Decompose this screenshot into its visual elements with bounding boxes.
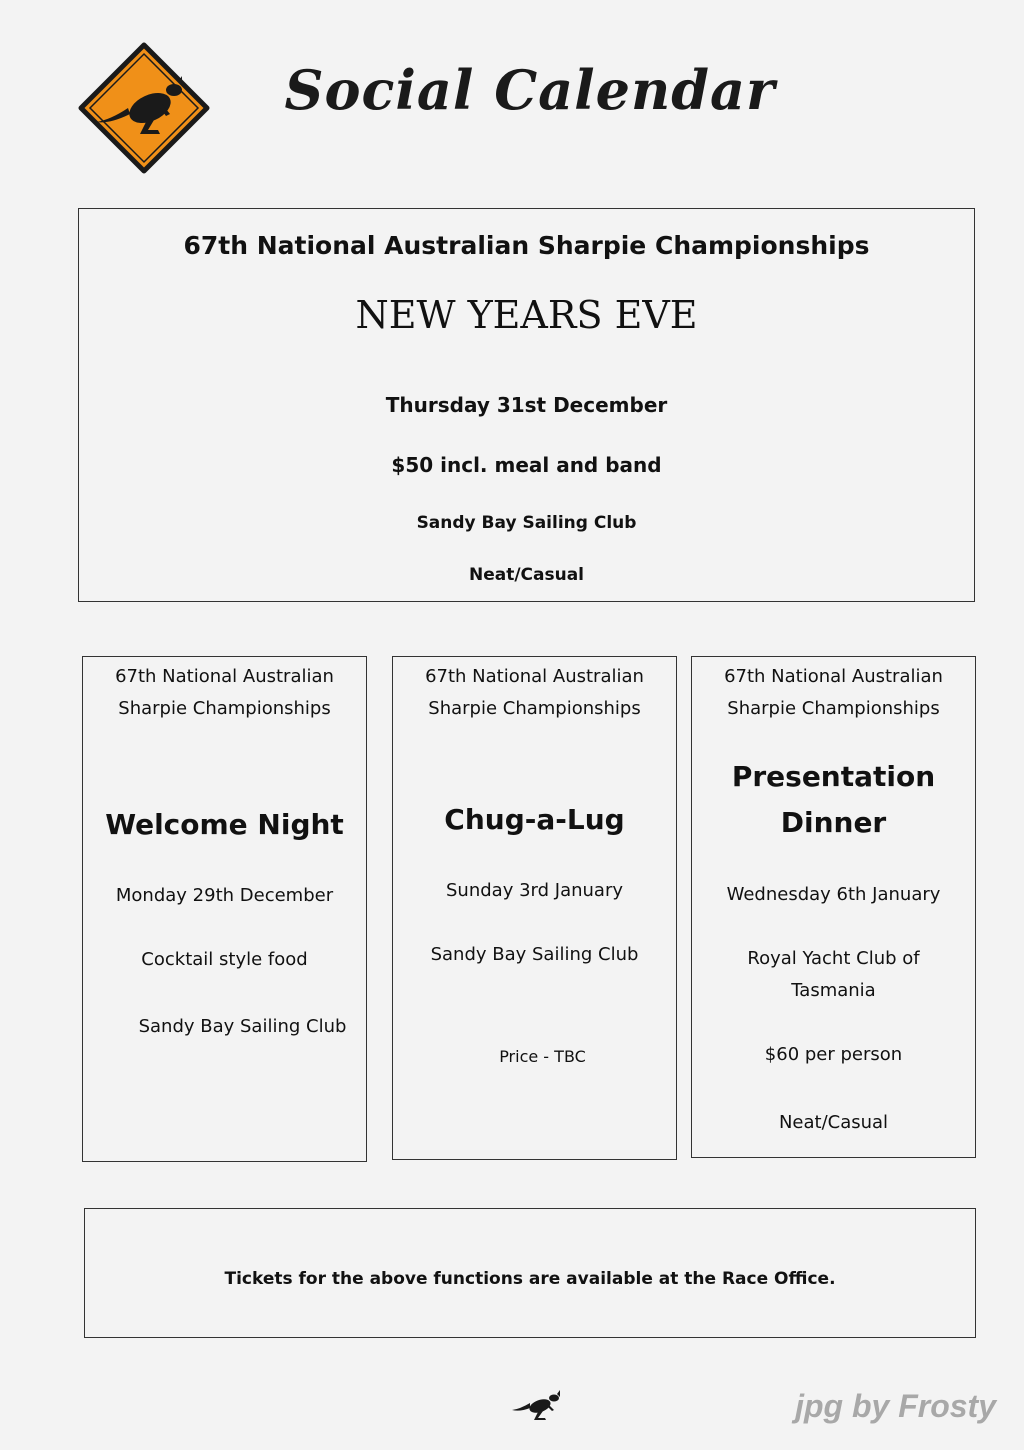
event-date: Sunday 3rd January: [446, 880, 623, 901]
chug-a-lug-panel: [392, 656, 677, 1160]
championship-heading: Sharpie Championships: [727, 698, 940, 719]
dress-code: Neat/Casual: [778, 1112, 889, 1133]
event-venue: Sandy Bay Sailing Club: [416, 513, 637, 533]
kangaroo-warning-sign-icon: [78, 42, 210, 174]
kangaroo-icon: [510, 1388, 568, 1424]
championship-heading: 67th National Australian: [425, 666, 644, 687]
welcome-night-panel: [82, 656, 367, 1162]
event-title: Presentation: [731, 760, 936, 793]
championship-heading: 67th National Australian: [724, 666, 943, 687]
event-date: Wednesday 6th January: [726, 884, 941, 905]
event-title: Welcome Night: [105, 808, 344, 841]
championship-heading: 67th National Australian Sharpie Championships: [183, 231, 870, 260]
presentation-dinner-panel: [691, 656, 976, 1158]
photo-credit: jpg by Frosty: [795, 1388, 996, 1424]
page-title: Social Calendar: [284, 58, 776, 122]
dress-code: Neat/Casual: [468, 565, 585, 585]
event-venue: Tasmania: [791, 980, 876, 1001]
event-title: NEW YEARS EVE: [355, 293, 698, 337]
championship-heading: 67th National Australian: [115, 666, 334, 687]
event-price: $60 per person: [764, 1044, 903, 1065]
event-title: Dinner: [780, 806, 887, 839]
event-venue: Sandy Bay Sailing Club: [138, 1016, 347, 1037]
championship-heading: Sharpie Championships: [428, 698, 641, 719]
event-date: Thursday 31st December: [385, 393, 668, 417]
event-venue: Royal Yacht Club of: [747, 948, 920, 969]
event-price: Price - TBC: [499, 1047, 586, 1066]
new-years-eve-panel: [78, 208, 975, 602]
event-title: Chug-a-Lug: [444, 803, 625, 836]
tickets-notice-panel: [84, 1208, 976, 1338]
event-food: Cocktail style food: [141, 949, 308, 970]
championship-heading: Sharpie Championships: [118, 698, 331, 719]
event-venue: Sandy Bay Sailing Club: [430, 944, 639, 965]
event-date: Monday 29th December: [115, 885, 334, 906]
event-price: $50 incl. meal and band: [391, 453, 662, 477]
tickets-notice: Tickets for the above functions are available at the Race Office.: [224, 1269, 836, 1289]
